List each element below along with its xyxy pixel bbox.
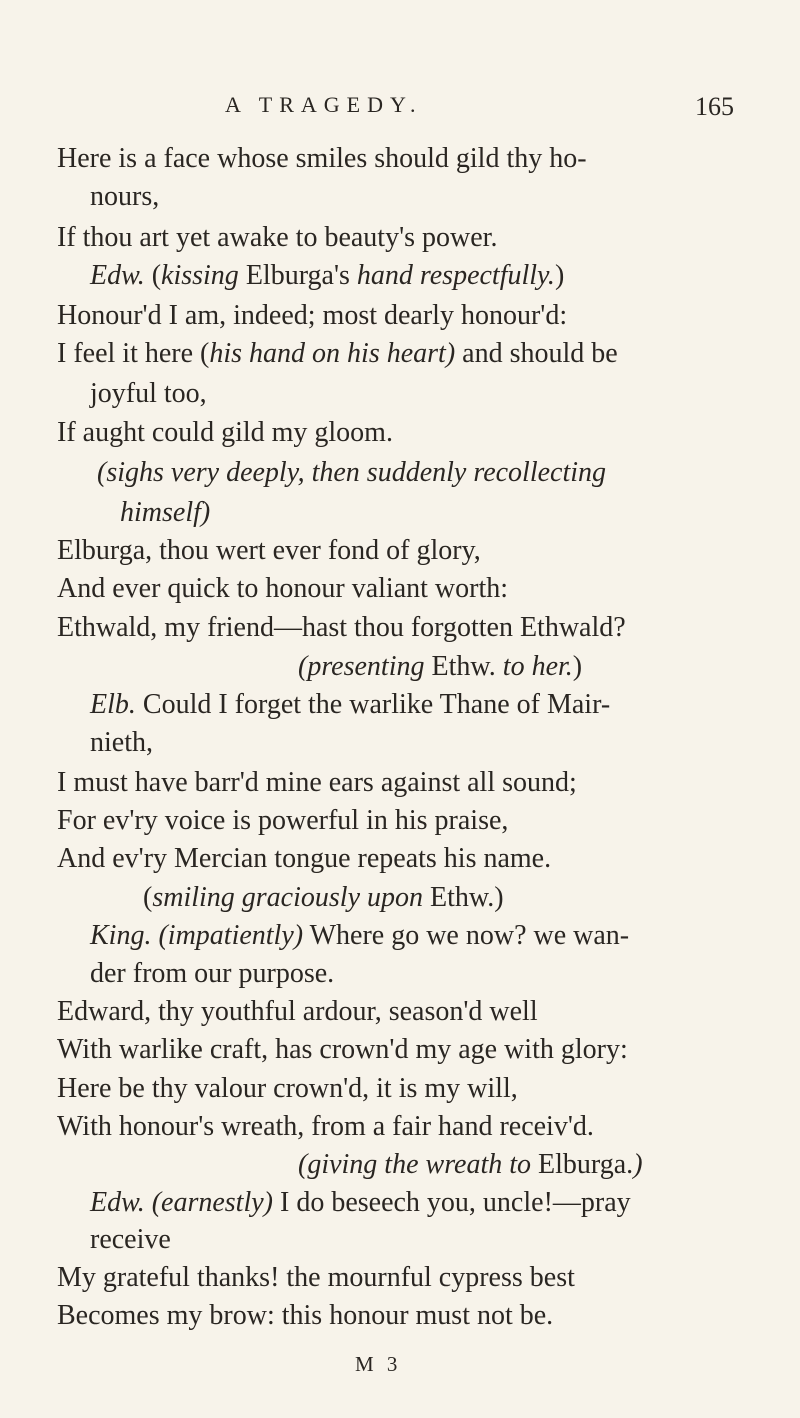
italic-text: (impatiently) <box>158 920 304 951</box>
text-run: Elburga, thou wert ever fond of glory, <box>57 535 481 566</box>
text-line <box>57 224 497 252</box>
page-header <box>0 92 800 132</box>
text-line <box>90 1226 171 1254</box>
text-run: Edward, thy youthful ardour, season'd well <box>57 996 538 1027</box>
text-run: nieth, <box>90 727 153 758</box>
text-run: With honour's wreath, from a fair hand receiv'd. <box>57 1111 594 1142</box>
text-line <box>57 1302 553 1330</box>
text-line <box>57 1036 628 1064</box>
text-run: If aught could gild my gloom. <box>57 417 393 448</box>
page-number: 165 <box>695 92 734 121</box>
text-line <box>57 614 626 642</box>
text-run: receive <box>90 1224 171 1255</box>
text-run: ) <box>572 651 583 682</box>
italic-text: to her. <box>502 651 573 682</box>
text-run <box>145 1187 152 1218</box>
text-line <box>298 1151 643 1179</box>
text-line <box>90 691 610 719</box>
text-line <box>57 340 618 368</box>
text-line <box>57 575 508 603</box>
italic-text: King. <box>90 920 152 951</box>
text-line <box>57 998 538 1026</box>
text-line <box>120 499 210 527</box>
italic-text: hand respectfully. <box>356 260 555 291</box>
italic-text: (giving the wreath to <box>298 1149 532 1180</box>
text-run: Could I forget the warlike Thane of Mair- <box>135 689 611 720</box>
text-line <box>57 537 481 565</box>
text-run: ( <box>143 882 153 913</box>
text-run: If thou art yet awake to beauty's power. <box>57 222 498 253</box>
text-line <box>90 183 159 211</box>
italic-text: (presenting <box>298 651 425 682</box>
italic-text: himself) <box>120 497 211 528</box>
text-run: Ethwald, my friend—hast thou forgotten Ethwald? <box>57 612 626 643</box>
text-run: Elburga's <box>238 260 357 291</box>
signature-mark: M 3 <box>355 1352 402 1376</box>
text-run: I must have barr'd mine ears against all sound; <box>57 767 577 798</box>
text-line <box>57 145 587 173</box>
italic-text: smiling graciously upon <box>152 882 423 913</box>
text-run: ) <box>554 260 565 291</box>
text-line <box>90 262 564 290</box>
italic-text: ) <box>633 1149 643 1180</box>
italic-text: Elb. <box>90 689 136 720</box>
text-run: With warlike craft, has crown'd my age with glory: <box>57 1034 628 1065</box>
text-line <box>57 845 551 873</box>
text-run: Becomes my brow: this honour must not be. <box>57 1300 554 1331</box>
text-line <box>57 419 393 447</box>
text-line <box>57 1113 594 1141</box>
text-run: joyful too, <box>90 378 207 409</box>
text-line <box>90 960 334 988</box>
text-run: nours, <box>90 181 160 212</box>
text-run: Here is a face whose smiles should gild thy ho- <box>57 143 587 174</box>
text-run: Ethw.) <box>423 882 504 913</box>
text-run: and should be <box>455 338 618 369</box>
text-run: And ever quick to honour valiant worth: <box>57 573 509 604</box>
text-line <box>57 302 567 330</box>
text-line <box>90 729 153 757</box>
italic-text: (sighs very deeply, then suddenly recollecting <box>97 457 607 488</box>
text-run: der from our purpose. <box>90 958 335 989</box>
text-line <box>90 1189 631 1217</box>
text-run: I feel it here ( <box>57 338 210 369</box>
italic-text: his hand on his heart) <box>209 338 456 369</box>
text-line <box>90 380 207 408</box>
text-line <box>57 769 577 797</box>
italic-text: Edw. <box>90 260 145 291</box>
text-run: Ethw. <box>424 651 503 682</box>
italic-text: (earnestly) <box>151 1187 273 1218</box>
italic-text: kissing <box>161 260 239 291</box>
running-title: A TRAGEDY. <box>225 92 423 117</box>
text-run: My grateful thanks! the mournful cypress best <box>57 1262 575 1293</box>
text-run: Here be thy valour crown'd, it is my will, <box>57 1073 518 1104</box>
text-line <box>57 807 508 835</box>
text-run: Honour'd I am, indeed; most dearly honour'd: <box>57 300 568 331</box>
text-line <box>57 1075 518 1103</box>
text-run: Where go we now? we wan- <box>303 920 630 951</box>
text-line <box>57 1264 575 1292</box>
text-run: ( <box>144 260 162 291</box>
italic-text: Edw. <box>90 1187 145 1218</box>
text-run: I do beseech you, uncle!—pray <box>273 1187 631 1218</box>
text-run: For ev'ry voice is powerful in his praise, <box>57 805 509 836</box>
text-line <box>298 653 582 681</box>
text-line <box>143 884 504 912</box>
text-run: Elburga. <box>531 1149 634 1180</box>
text-line <box>97 459 606 487</box>
text-line <box>90 922 629 950</box>
text-run: And ev'ry Mercian tongue repeats his name. <box>57 843 552 874</box>
